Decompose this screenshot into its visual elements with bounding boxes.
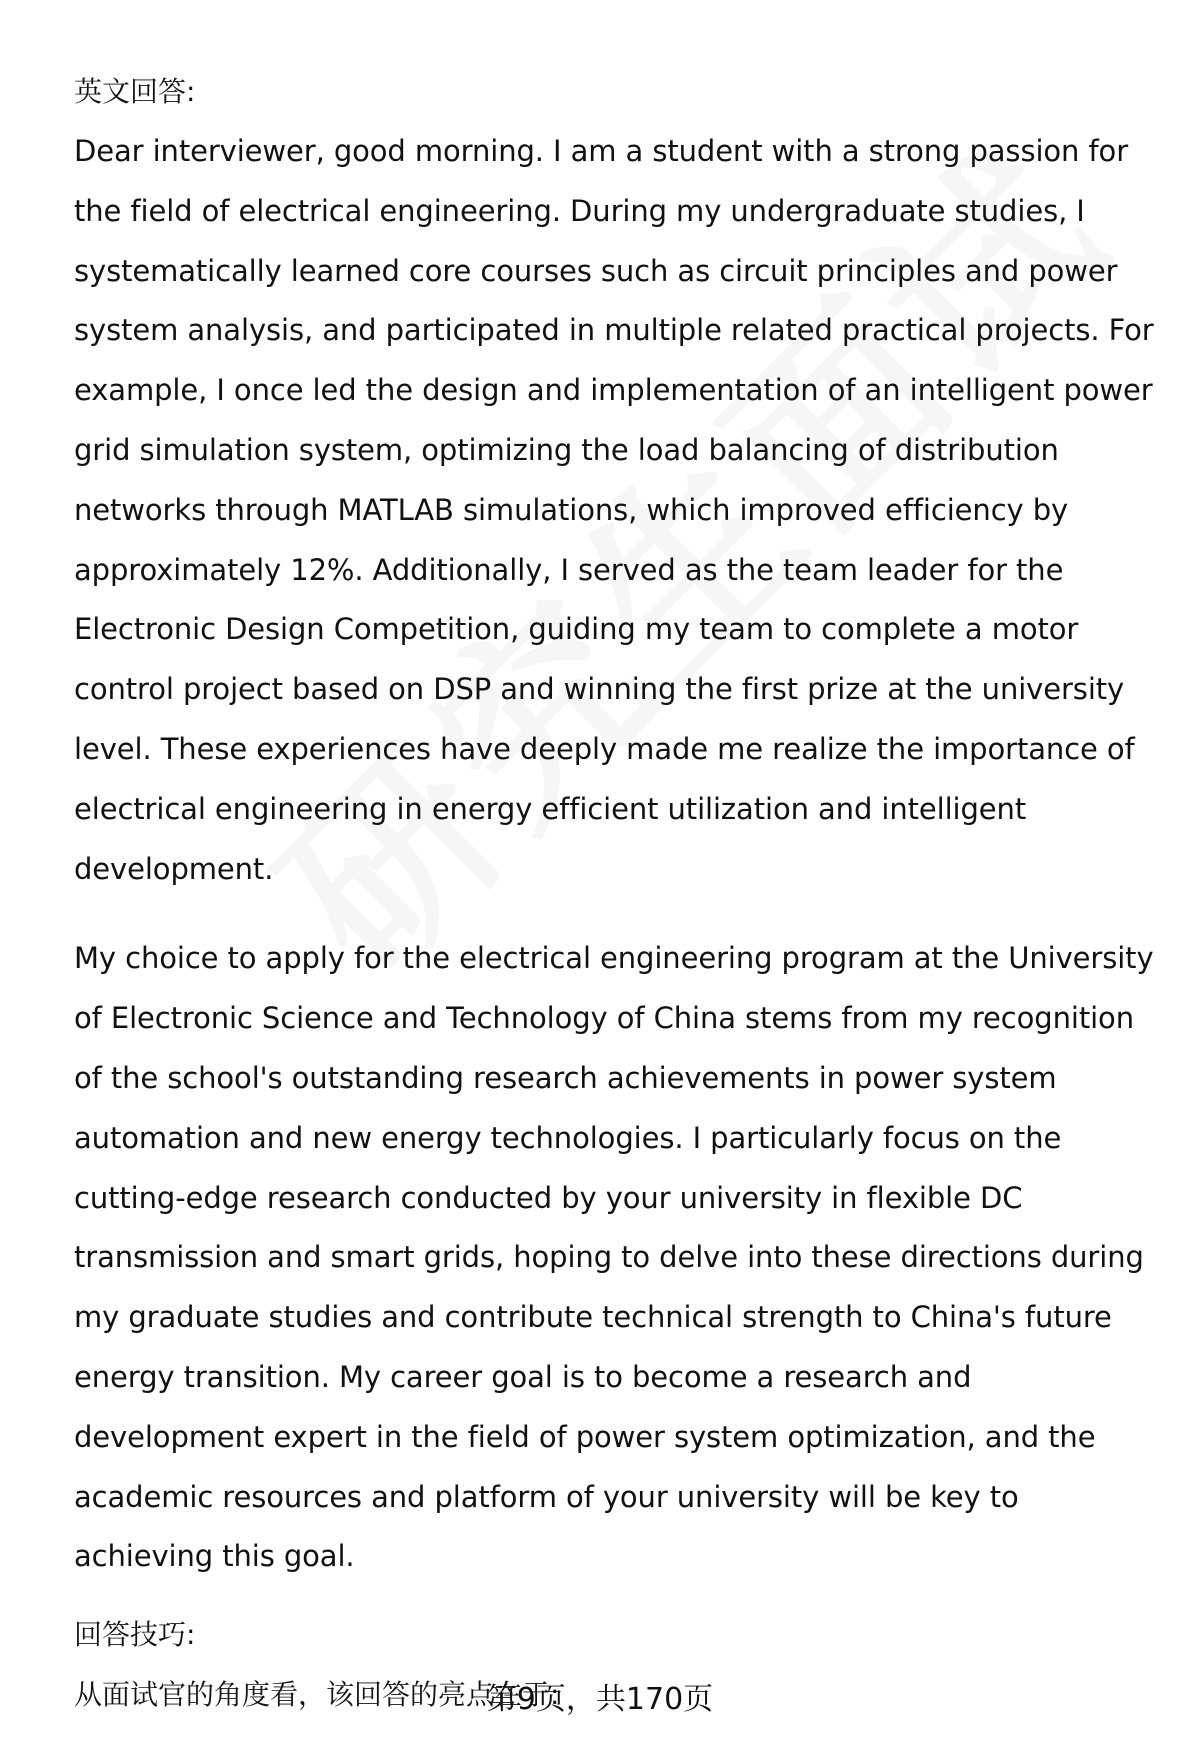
- answer-paragraph-2: My choice to apply for the electrical engineering program at the University of Electronic Science and Technology of China stems from my recognition of the school's outstanding research achievements in power system automation and new energy technologies. I particularly focus on the cutting-edge research conducted by your university in flexible DC transmission and smart grids, hoping to delve into these directions during my graduate studies and contribute technical strength to China's future energy transition. My career goal is to become a research and development expert in the field of power system optimization, and the academic resources and platform of your university will be key to achieving this goal.: [74, 941, 1154, 1574]
- answer-paragraph-1: Dear interviewer, good morning. I am a student with a strong passion for the field of electrical engineering. During my undergraduate studies, I systematically learned core courses such as circuit principles and power system analysis, and participated in multiple related practical projects. For example, I once led the design and implementation of an intelligent power grid simulation system, optimizing the load balancing of distribution networks through MATLAB simulations, which improved efficiency by approximately 12%. Additionally, I served as the team leader for the Electronic Design Competition, guiding my team to complete a motor control project based on DSP and winning the first prize at the university level. These experiences have deeply made me realize the importance of electrical engineering in energy efficient utilization and intelligent development.: [74, 134, 1154, 886]
- english-answer-heading: 英文回答:: [74, 75, 196, 108]
- content-area: [74, 62, 1154, 1725]
- answer-tips-intro: 从面试官的角度看，该回答的亮点在于:: [74, 1678, 560, 1712]
- page-number-footer: 第9页，共170页: [486, 1682, 714, 1717]
- answer-tips-heading: 回答技巧:: [74, 1618, 196, 1652]
